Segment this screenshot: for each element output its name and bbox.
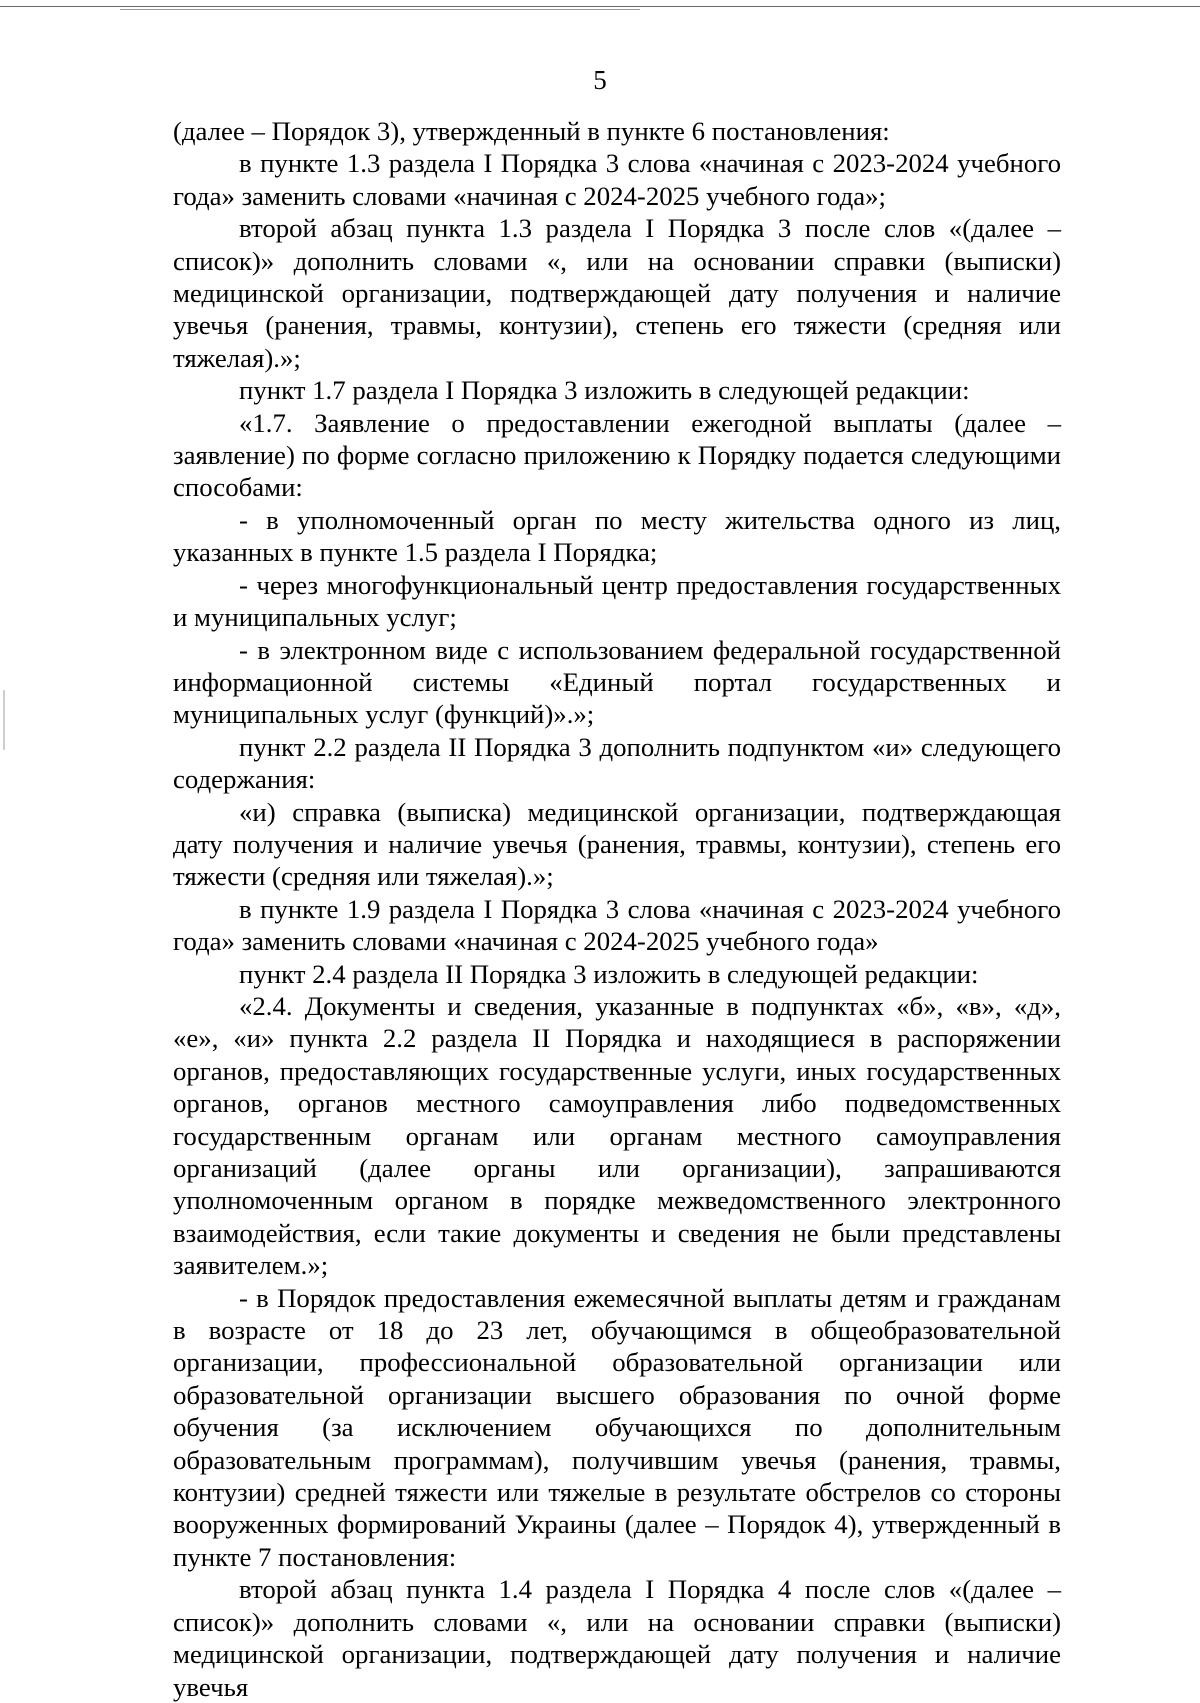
list-item-mfc: - через многофункциональный центр предоставления государственных и муниципальных услуг; (173, 569, 1061, 633)
paragraph-1-7-text: «1.7. Заявление о предоставлении ежегодной выплаты (далее – заявление) по форме согласно приложению к Порядку подается следующими способами: (173, 407, 1061, 503)
list-item-authorized-body: - в уполномоченный орган по месту жительства одного из лиц, указанных в пункте 1.5 раздела I Порядка; (173, 504, 1061, 568)
paragraph-order3-reference: (далее – Порядок 3), утвержденный в пункте 6 постановления: (173, 116, 890, 146)
paragraph-2-4-intro: пункт 2.4 раздела II Порядка 3 изложить в следующей редакции: (239, 958, 979, 989)
scan-margin-mark (3, 690, 5, 750)
page-number: 5 (593, 65, 607, 95)
list-item-electronic: - в электронном виде с использованием федеральной государственной информационной системы «Единый портал государственных и муниципальных услуг (функций)».»; (173, 634, 1061, 730)
paragraph-1-3-second-abzac: второй абзац пункта 1.3 раздела I Порядка 3 после слов «(далее – список)» дополнить словами «, или на основании справки (выписки) медицинской организации, подтверждающей дату получения и наличие увечья (ранения, травмы, контузии), степень его тяжести (средняя или тяжелая).»; (173, 213, 1061, 373)
scan-edge-line (0, 6, 1200, 7)
scan-edge-line-secondary (120, 9, 640, 10)
paragraph-2-4-text: «2.4. Документы и сведения, указанные в подпунктах «б», «в», «д», «е», «и» пункта 2.2 раздела II Порядка и находящиеся в распоряжении органов, предоставляющих государственные услуги, иных государственных органов, органов местного самоуправления либо подведомственных государственным органам или органам местного самоуправления организаций (далее органы или организации), запрашиваются уполномоченным органом в порядке межведомственного электронного взаимодействия, если такие документы и сведения не были представлены заявителем.»; (173, 990, 1061, 1281)
paragraph-1-3-academic-year: в пункте 1.3 раздела I Порядка 3 слова «начиная с 2023-2024 учебного года» заменить словами «начиная с 2024-2025 учебного года»; (173, 148, 1061, 211)
paragraph-1-4-second-abzac: второй абзац пункта 1.4 раздела I Порядка 4 после слов «(далее – список)» дополнить словами «, или на основании справки (выписки) медицинской организации, подтверждающей дату получения и наличие увечья (173, 1574, 1061, 1702)
paragraph-2-2-intro: пункт 2.2 раздела II Порядка 3 дополнить подпунктом «и» следующего содержания: (173, 731, 1061, 795)
document-body (173, 115, 1061, 1703)
paragraph-1-7-intro: пункт 1.7 раздела I Порядка 3 изложить в следующей редакции: (239, 375, 970, 406)
paragraph-order4-reference: - в Порядок предоставления ежемесячной выплаты детям и гражданам в возрасте от 18 до 23 лет, обучающимся в общеобразовательной организации, профессиональной образовательной организации или образовательной организации высшего образования по очной форме обучения (за исключением обучающихся по дополнительным образовательным программам), получившим увечья (ранения, травмы, контузии) средней тяжести или тяжелые в результате обстрелов со стороны вооруженных формирований Украины (далее – Порядок 4), утвержденный в пункте 7 постановления: (173, 1282, 1061, 1572)
paragraph-1-9-academic-year: в пункте 1.9 раздела I Порядка 3 слова «начиная с 2023-2024 учебного года» заменить словами «начиная с 2024-2025 учебного года» (173, 893, 1061, 957)
paragraph-2-2-subpoint-i: «и) справка (выписка) медицинской организации, подтверждающая дату получения и наличие увечья (ранения, травмы, контузии), степень его тяжести (средняя или тяжелая).»; (173, 796, 1061, 892)
